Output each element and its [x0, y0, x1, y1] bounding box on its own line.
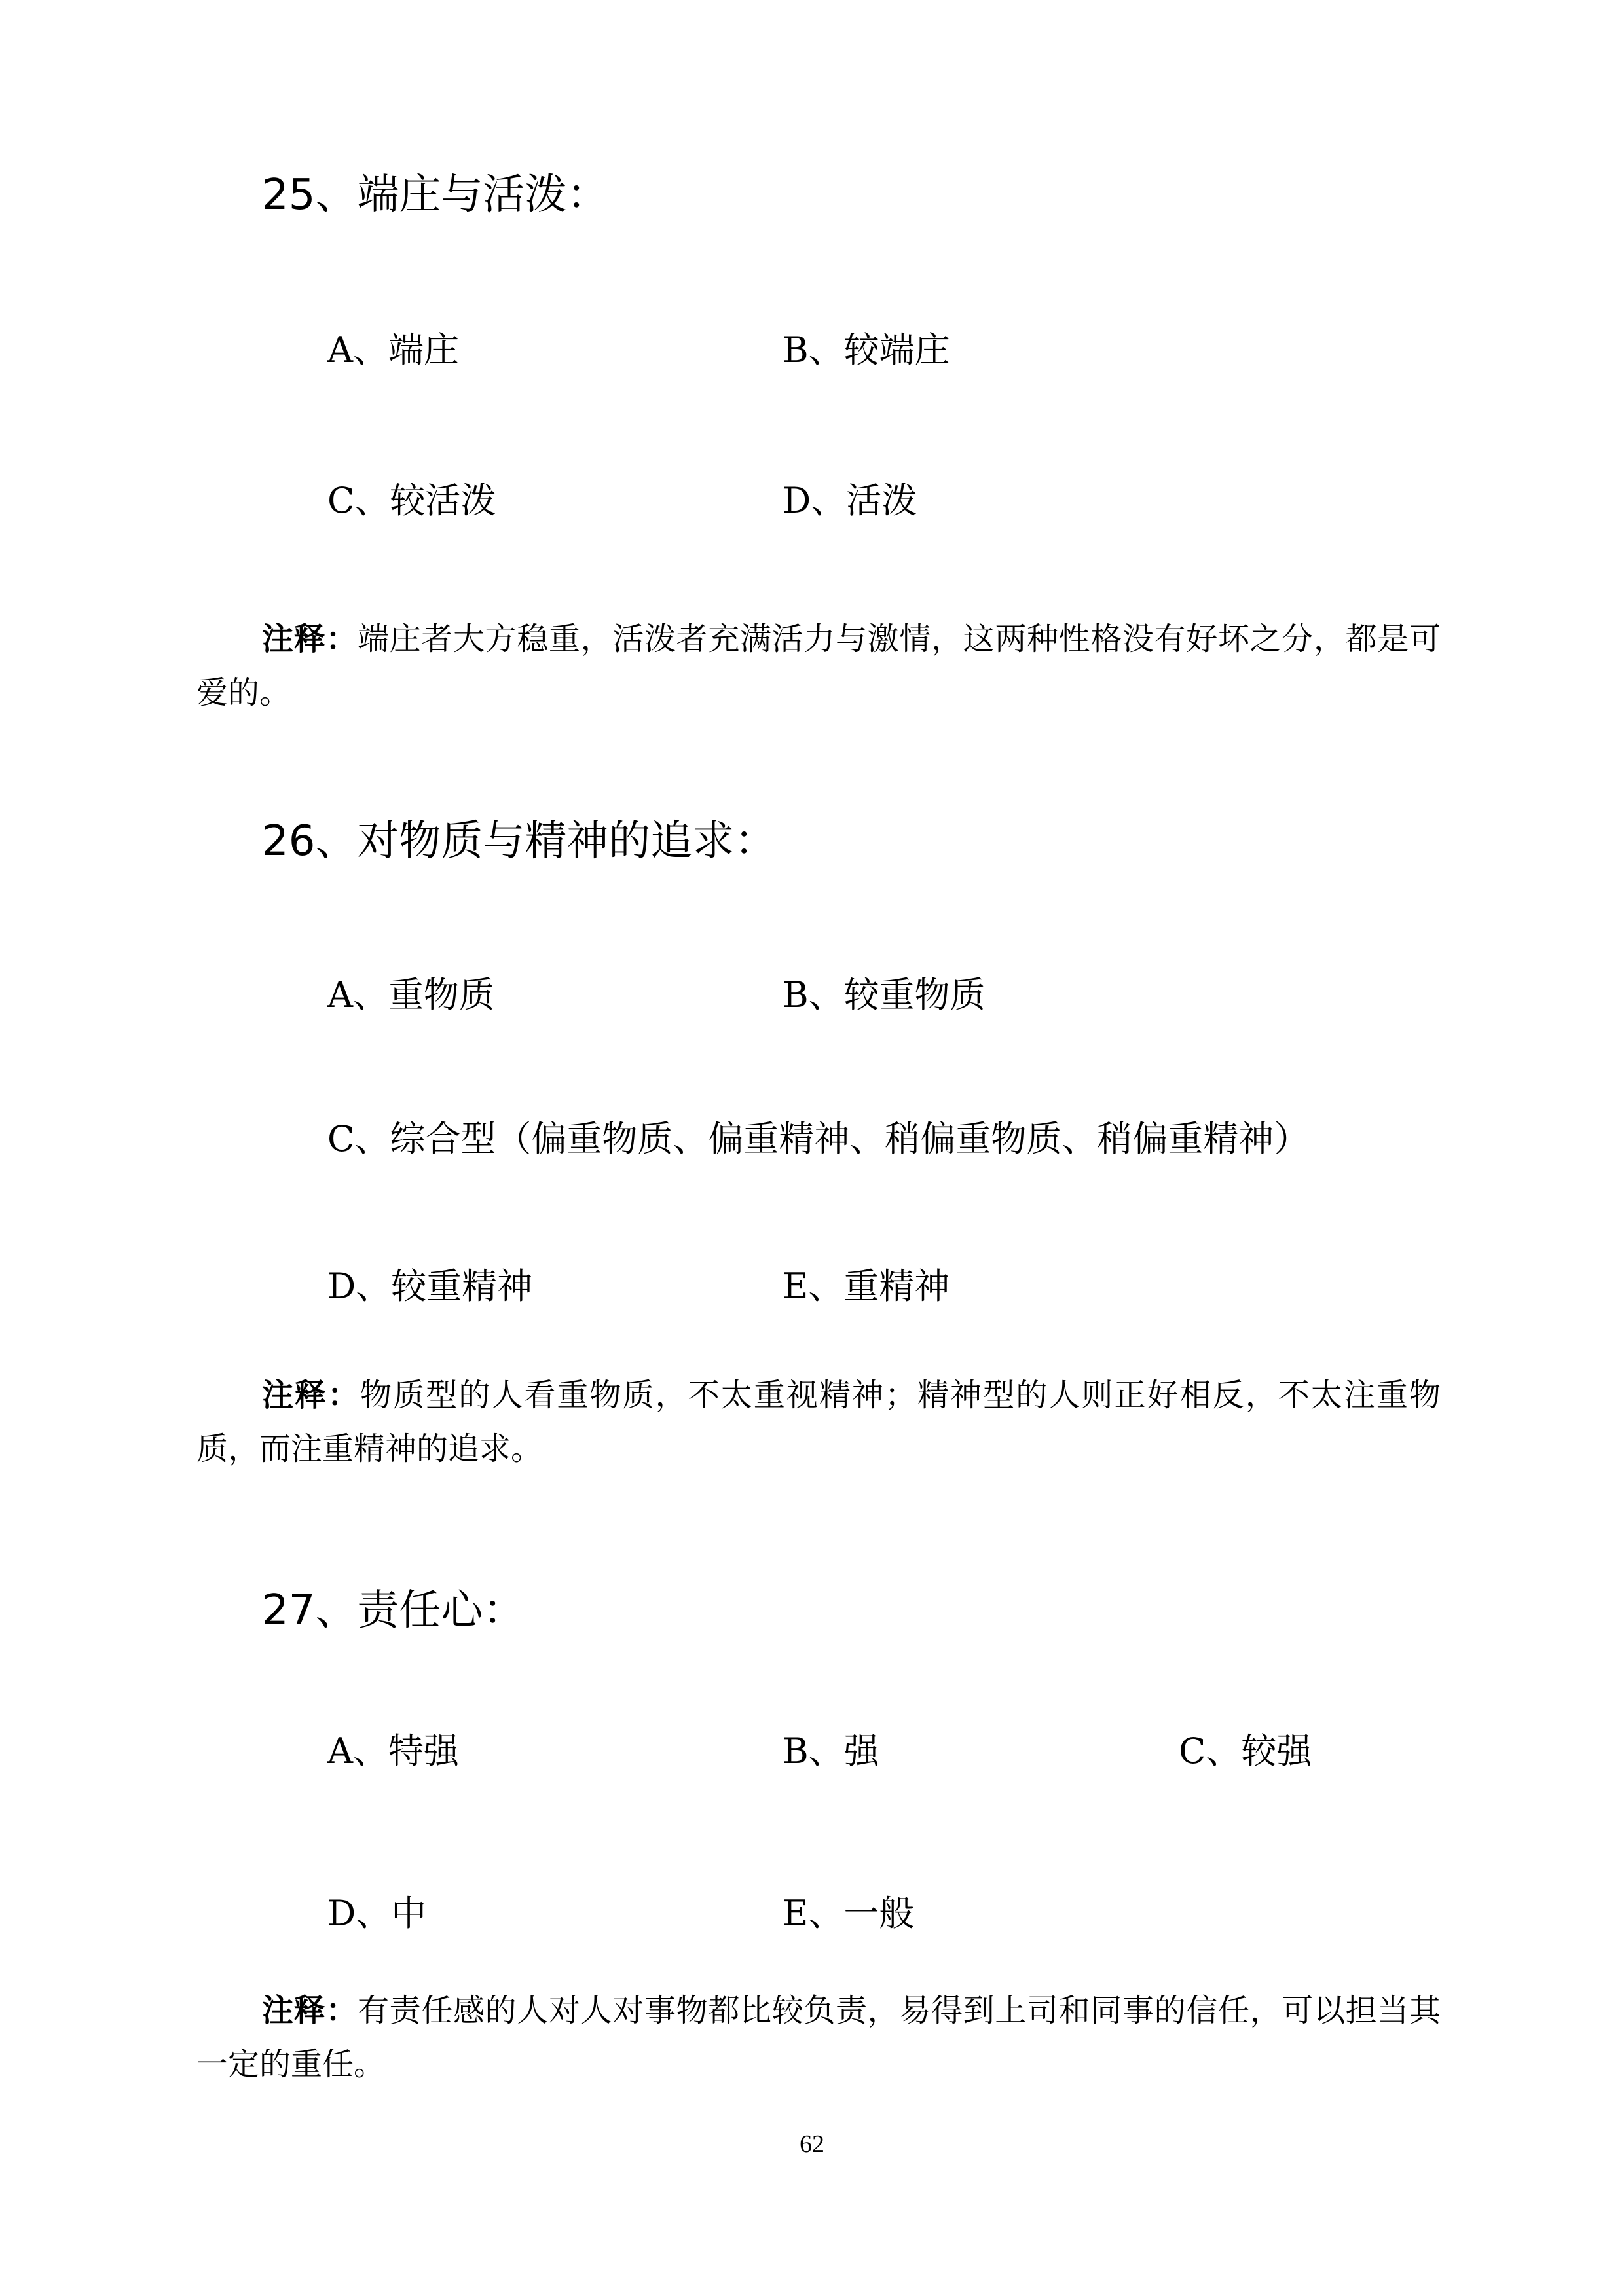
question-27-option-a: A、特强	[327, 1730, 459, 1772]
question-26-option-a: A、重物质	[327, 974, 494, 1015]
question-25-option-b: B、较端庄	[783, 329, 950, 371]
question-27-heading: 27、责任心：	[262, 1586, 525, 1635]
question-26-option-d: D、较重精神	[327, 1266, 533, 1307]
question-25-option-d: D、活泼	[783, 480, 917, 521]
question-27-option-b: B、强	[783, 1730, 879, 1772]
question-27-note	[196, 1984, 1441, 2091]
question-25-option-c: C、较活泼	[327, 480, 496, 521]
question-26-note	[196, 1368, 1441, 1476]
note-text: 物质型的人看重物质，不太重视精神；精神型的人则正好相反，不太注重物质，而注重精神的追求。	[196, 1377, 1441, 1467]
note-label: 注释：	[262, 1377, 361, 1413]
question-25-option-a: A、端庄	[327, 329, 459, 371]
question-27-option-d: D、中	[327, 1893, 427, 1934]
question-27-option-c: C、较强	[1179, 1730, 1312, 1772]
note-label: 注释：	[262, 1992, 358, 2029]
question-25-note	[196, 612, 1441, 720]
question-26-option-e: E、重精神	[783, 1266, 950, 1307]
question-26-option-c: C、综合型（偏重物质、偏重精神、稍偏重物质、稍偏重精神）	[327, 1118, 1310, 1159]
question-26-option-b: B、较重物质	[783, 974, 986, 1015]
note-text: 端庄者大方稳重，活泼者充满活力与激情，这两种性格没有好坏之分，都是可爱的。	[196, 621, 1441, 711]
question-27-option-e: E、一般	[783, 1893, 915, 1934]
question-25-heading: 25、端庄与活泼：	[262, 171, 609, 219]
question-26-heading: 26、对物质与精神的追求：	[262, 817, 777, 866]
note-text: 有责任感的人对人对事物都比较负责，易得到上司和同事的信任，可以担当其一定的重任。	[196, 1992, 1441, 2083]
note-label: 注释：	[262, 621, 358, 657]
page-number: 62	[800, 2130, 824, 2158]
